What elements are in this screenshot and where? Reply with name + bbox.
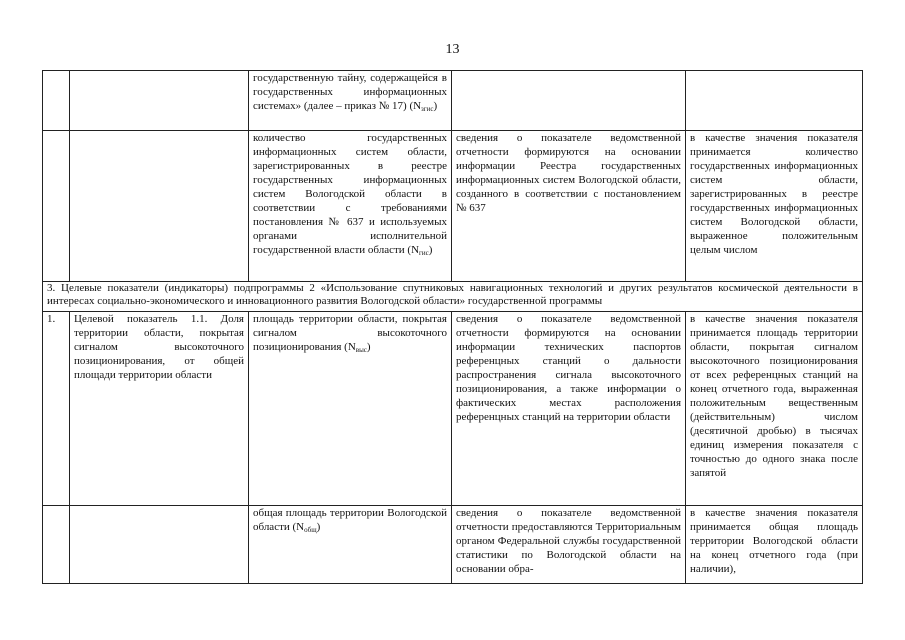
data-source-cell — [452, 71, 686, 131]
page-number: 13 — [445, 42, 460, 57]
subscript: згис — [421, 105, 434, 113]
closing-paren: ) — [433, 100, 438, 112]
table-row — [43, 312, 863, 506]
indicators-table — [42, 70, 863, 584]
data-source-cell: сведения о показателе ведомственной отчетности предоставляются Территориальным органом Федеральной службы государственной статистики по Вологодской области на основании обра- — [452, 506, 686, 584]
calculation-method-cell — [686, 71, 863, 131]
table-row — [43, 71, 863, 131]
row-number-cell — [43, 71, 70, 131]
section-header-row — [43, 282, 863, 312]
base-indicator-text: площадь территории области, покрытая сигналом высокоточного позиционирования (N — [253, 313, 447, 353]
base-indicator-text: общая площадь территории Вологодской области (N — [253, 507, 447, 533]
indicator-name-cell — [70, 506, 249, 584]
subscript: общ — [304, 526, 317, 534]
table-row — [43, 506, 863, 584]
row-number-cell — [43, 131, 70, 282]
closing-paren: ) — [366, 341, 371, 353]
subscript: выс — [355, 346, 367, 354]
data-source-cell: сведения о показателе ведомственной отчетности формируются на основании информации технических паспортов референцных станций о дальности распространения сигнала высокоточного позиционирования, а также информации о фактических местах расположения референцных станций на территории области — [452, 312, 686, 506]
closing-paren: ) — [316, 521, 321, 533]
indicator-name-cell — [70, 131, 249, 282]
base-indicator-text: государственную тайну, содержащейся в государственных информационных системах» (далее – приказ № 17) (N — [253, 72, 447, 112]
calculation-method-cell: в качестве значения показателя принимается количество государственных информационных систем области, зарегистрированных в реестре государственных информационных систем Вологодской области, выраженное положительным целым числом — [686, 131, 863, 282]
calculation-method-cell: в качестве значения показателя принимается общая площадь территории Вологодской области на конец отчетного года (при наличии), — [686, 506, 863, 584]
subscript: гис — [419, 249, 429, 257]
indicator-name-cell: Целевой показатель 1.1. Доля территории области, покрытая сигналом высокоточного позиционирования, от общей площади территории области — [70, 312, 249, 506]
data-source-cell: сведения о показателе ведомственной отчетности формируются на основании информации Реестра государственных информационных систем Вологодской области, созданного в соответствии с постановлением № 637 — [452, 131, 686, 282]
base-indicator-cell — [249, 506, 452, 584]
base-indicator-cell — [249, 131, 452, 282]
table-row — [43, 131, 863, 282]
section-heading: 3. Целевые показатели (индикаторы) подпрограммы 2 «Использование спутниковых навигационных технологий и других результатов космической деятельности в интересах социально-экономического и инновационного развития Вологодской области» государственной программы — [43, 282, 863, 312]
base-indicator-cell — [249, 312, 452, 506]
base-indicator-cell — [249, 71, 452, 131]
indicator-name-cell — [70, 71, 249, 131]
row-number-cell — [43, 506, 70, 584]
calculation-method-cell: в качестве значения показателя принимается площадь территории области, покрытая сигналом высокоточного позиционирования от всех референцных станций на конец отчетного года, выраженная положительным вещественным (действительным) числом (десятичной дробью) в тысячах единиц измерения показателя с точностью до одного знака после запятой — [686, 312, 863, 506]
base-indicator-text: количество государственных информационных систем области, зарегистрированных в реестре государственных информационных систем Вологодской области в соответствии с требованиями постановления № 637 и используемых органами исполнительной государственной власти области (N — [253, 132, 447, 256]
closing-paren: ) — [428, 244, 433, 256]
row-number-cell: 1. — [43, 312, 70, 506]
